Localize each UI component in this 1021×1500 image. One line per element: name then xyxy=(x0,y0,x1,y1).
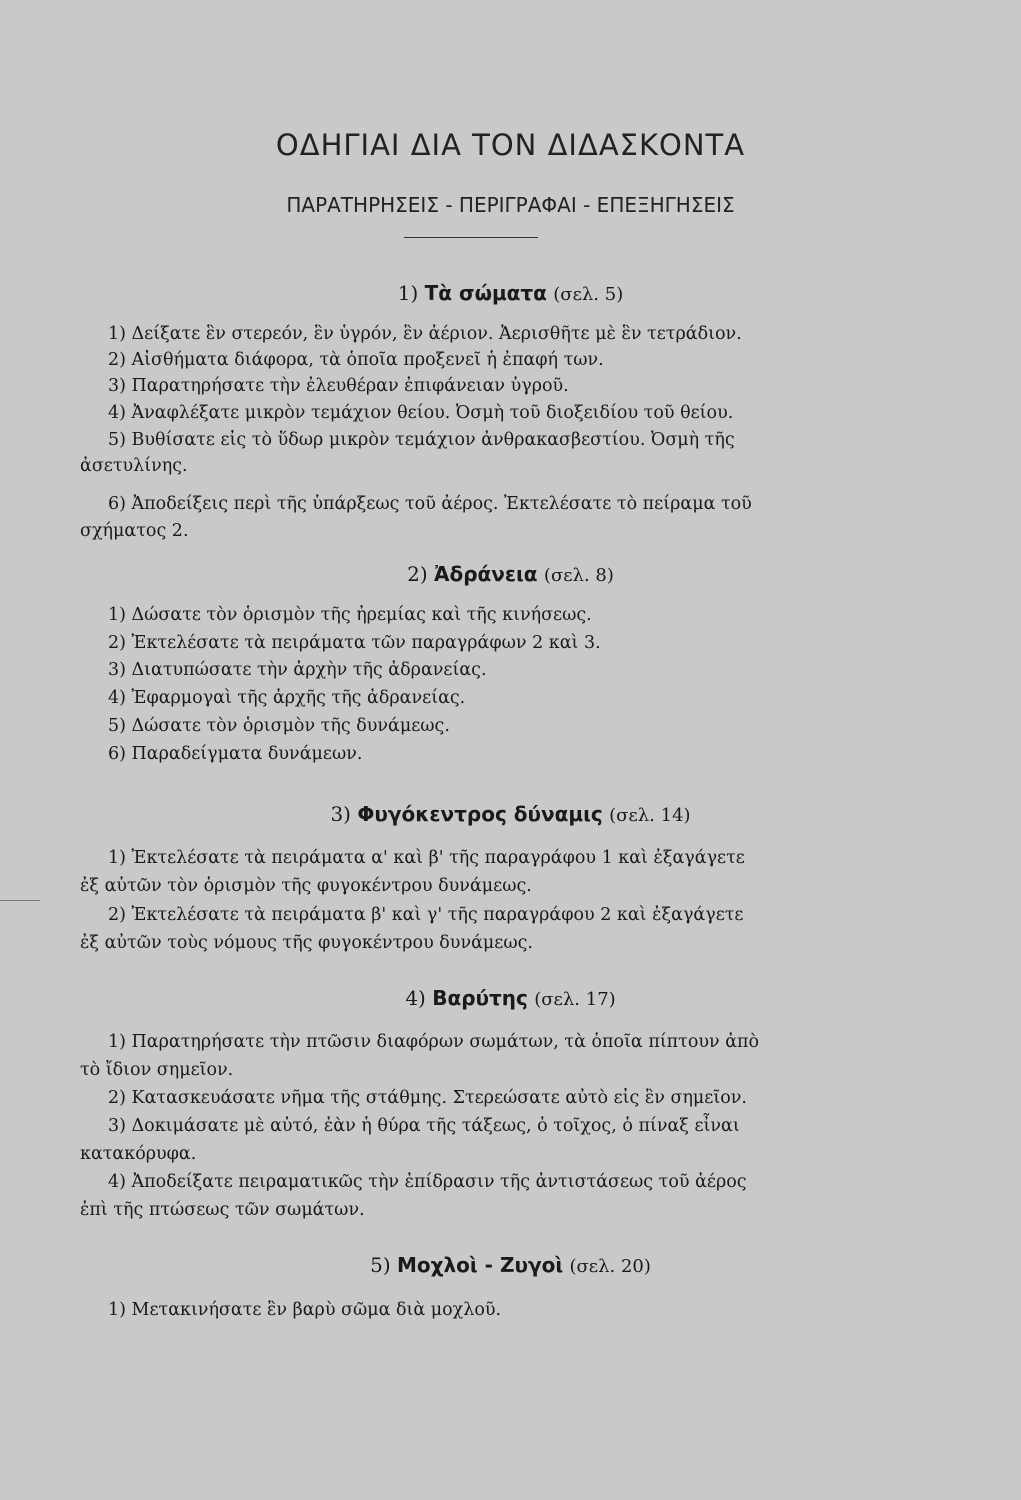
list-item: 1) Δείξατε ἓν στερεόν, ἓν ὑγρόν, ἓν ἀέριον. Ἀερισθῆτε μὲ ἓν τετράδιον. xyxy=(108,324,742,344)
list-item: 4) Ἀναφλέξατε μικρὸν τεμάχιον θείου. Ὀσμὴ τοῦ διοξειδίου τοῦ θείου. xyxy=(108,403,734,423)
page-title: ΟΔΗΓΙΑΙ ΔΙΑ ΤΟΝ ΔΙΔΑΣΚΟΝΤΑ xyxy=(275,128,746,162)
section-number: 4) xyxy=(405,986,426,1010)
list-item: 2) Ἐκτελέσατε τὰ πειράματα τῶν παραγράφων 2 καὶ 3. xyxy=(108,633,601,653)
section-page-ref: (σελ. 17) xyxy=(534,989,616,1010)
section-name: Μοχλοὶ - Ζυγοὶ xyxy=(396,1253,564,1277)
list-item-continuation: ἐξ αὐτῶν τοὺς νόμους τῆς φυγοκέντρου δυνάμεως. xyxy=(80,933,533,953)
list-item-continuation: ἐξ αὐτῶν τὸν ὁρισμὸν τῆς φυγοκέντρου δυνάμεως. xyxy=(80,876,532,896)
section-number: 5) xyxy=(370,1253,391,1277)
list-item-continuation: κατακόρυφα. xyxy=(80,1144,197,1164)
list-item: 3) Διατυπώσατε τὴν ἀρχὴν τῆς ἀδρανείας. xyxy=(108,660,487,680)
title-divider xyxy=(404,237,538,238)
list-item-continuation: ἀσετυλίνης. xyxy=(80,456,188,476)
section-page-ref: (σελ. 8) xyxy=(543,565,614,586)
section-page-ref: (σελ. 14) xyxy=(609,805,691,826)
section-number: 1) xyxy=(397,281,419,305)
list-item: 3) Παρατηρήσατε τὴν ἐλευθέραν ἐπιφάνειαν ὑγροῦ. xyxy=(108,376,569,396)
list-item: 5) Δώσατε τὸν ὁρισμὸν τῆς δυνάμεως. xyxy=(108,716,450,736)
section-heading-1 xyxy=(0,281,1021,305)
page-fold-mark xyxy=(0,900,40,901)
section-page-ref: (σελ. 20) xyxy=(569,1256,651,1277)
list-item: 4) Ἐφαρμογαὶ τῆς ἀρχῆς τῆς ἀδρανείας. xyxy=(108,688,466,708)
section-heading-5 xyxy=(0,1253,1021,1277)
list-item-continuation: ἐπὶ τῆς πτώσεως τῶν σωμάτων. xyxy=(80,1200,365,1220)
list-item-continuation: σχήματος 2. xyxy=(80,521,189,541)
section-name: Βαρύτης xyxy=(432,986,528,1010)
list-item: 5) Βυθίσατε εἰς τὸ ὕδωρ μικρὸν τεμάχιον ἀνθρακασβεστίου. Ὀσμὴ τῆς xyxy=(108,430,735,450)
list-item: 1) Ἐκτελέσατε τὰ πειράματα α' καὶ β' τῆς παραγράφου 1 καὶ ἐξαγάγετε xyxy=(108,848,745,868)
section-name: Ἀδράνεια xyxy=(433,562,538,586)
list-item-continuation: τὸ ἴδιον σημεῖον. xyxy=(80,1060,234,1080)
list-item: 1) Δώσατε τὸν ὁρισμὸν τῆς ἠρεμίας καὶ τῆς κινήσεως. xyxy=(108,605,592,625)
section-page-ref: (σελ. 5) xyxy=(553,284,624,305)
list-item: 2) Αἰσθήματα διάφορα, τὰ ὁποῖα προξενεῖ ἡ ἐπαφή των. xyxy=(108,350,604,370)
section-number: 2) xyxy=(407,562,428,586)
section-heading-3 xyxy=(0,802,1021,826)
list-item: 4) Ἀποδείξατε πειραματικῶς τὴν ἐπίδρασιν τῆς ἀντιστάσεως τοῦ ἀέρος xyxy=(108,1172,747,1192)
list-item: 1) Μετακινήσατε ἓν βαρὺ σῶμα διὰ μοχλοῦ. xyxy=(108,1300,502,1320)
section-heading-2 xyxy=(0,562,1021,586)
section-name: Τὰ σώματα xyxy=(424,281,547,305)
section-heading-4 xyxy=(0,986,1021,1010)
list-item: 6) Παραδείγματα δυνάμεων. xyxy=(108,744,363,764)
list-item: 2) Κατασκευάσατε νῆμα τῆς στάθμης. Στερεώσατε αὐτὸ εἰς ἓν σημεῖον. xyxy=(108,1088,747,1108)
page-subtitle: ΠΑΡΑΤΗΡΗΣΕΙΣ - ΠΕΡΙΓΡΑΦΑΙ - ΕΠΕΞΗΓΗΣΕΙΣ xyxy=(286,193,735,217)
list-item: 2) Ἐκτελέσατε τὰ πειράματα β' καὶ γ' τῆς παραγράφου 2 καὶ ἐξαγάγετε xyxy=(108,905,744,925)
list-item: 3) Δοκιμάσατε μὲ αὐτό, ἐὰν ἡ θύρα τῆς τάξεως, ὁ τοῖχος, ὁ πίναξ εἶναι xyxy=(108,1116,740,1136)
section-name: Φυγόκεντρος δύναμις xyxy=(357,802,603,826)
list-item: 6) Ἀποδείξεις περὶ τῆς ὑπάρξεως τοῦ ἀέρος. Ἐκτελέσατε τὸ πείραμα τοῦ xyxy=(108,494,752,514)
section-number: 3) xyxy=(330,802,351,826)
list-item: 1) Παρατηρήσατε τὴν πτῶσιν διαφόρων σωμάτων, τὰ ὁποῖα πίπτουν ἀπὸ xyxy=(108,1032,760,1052)
